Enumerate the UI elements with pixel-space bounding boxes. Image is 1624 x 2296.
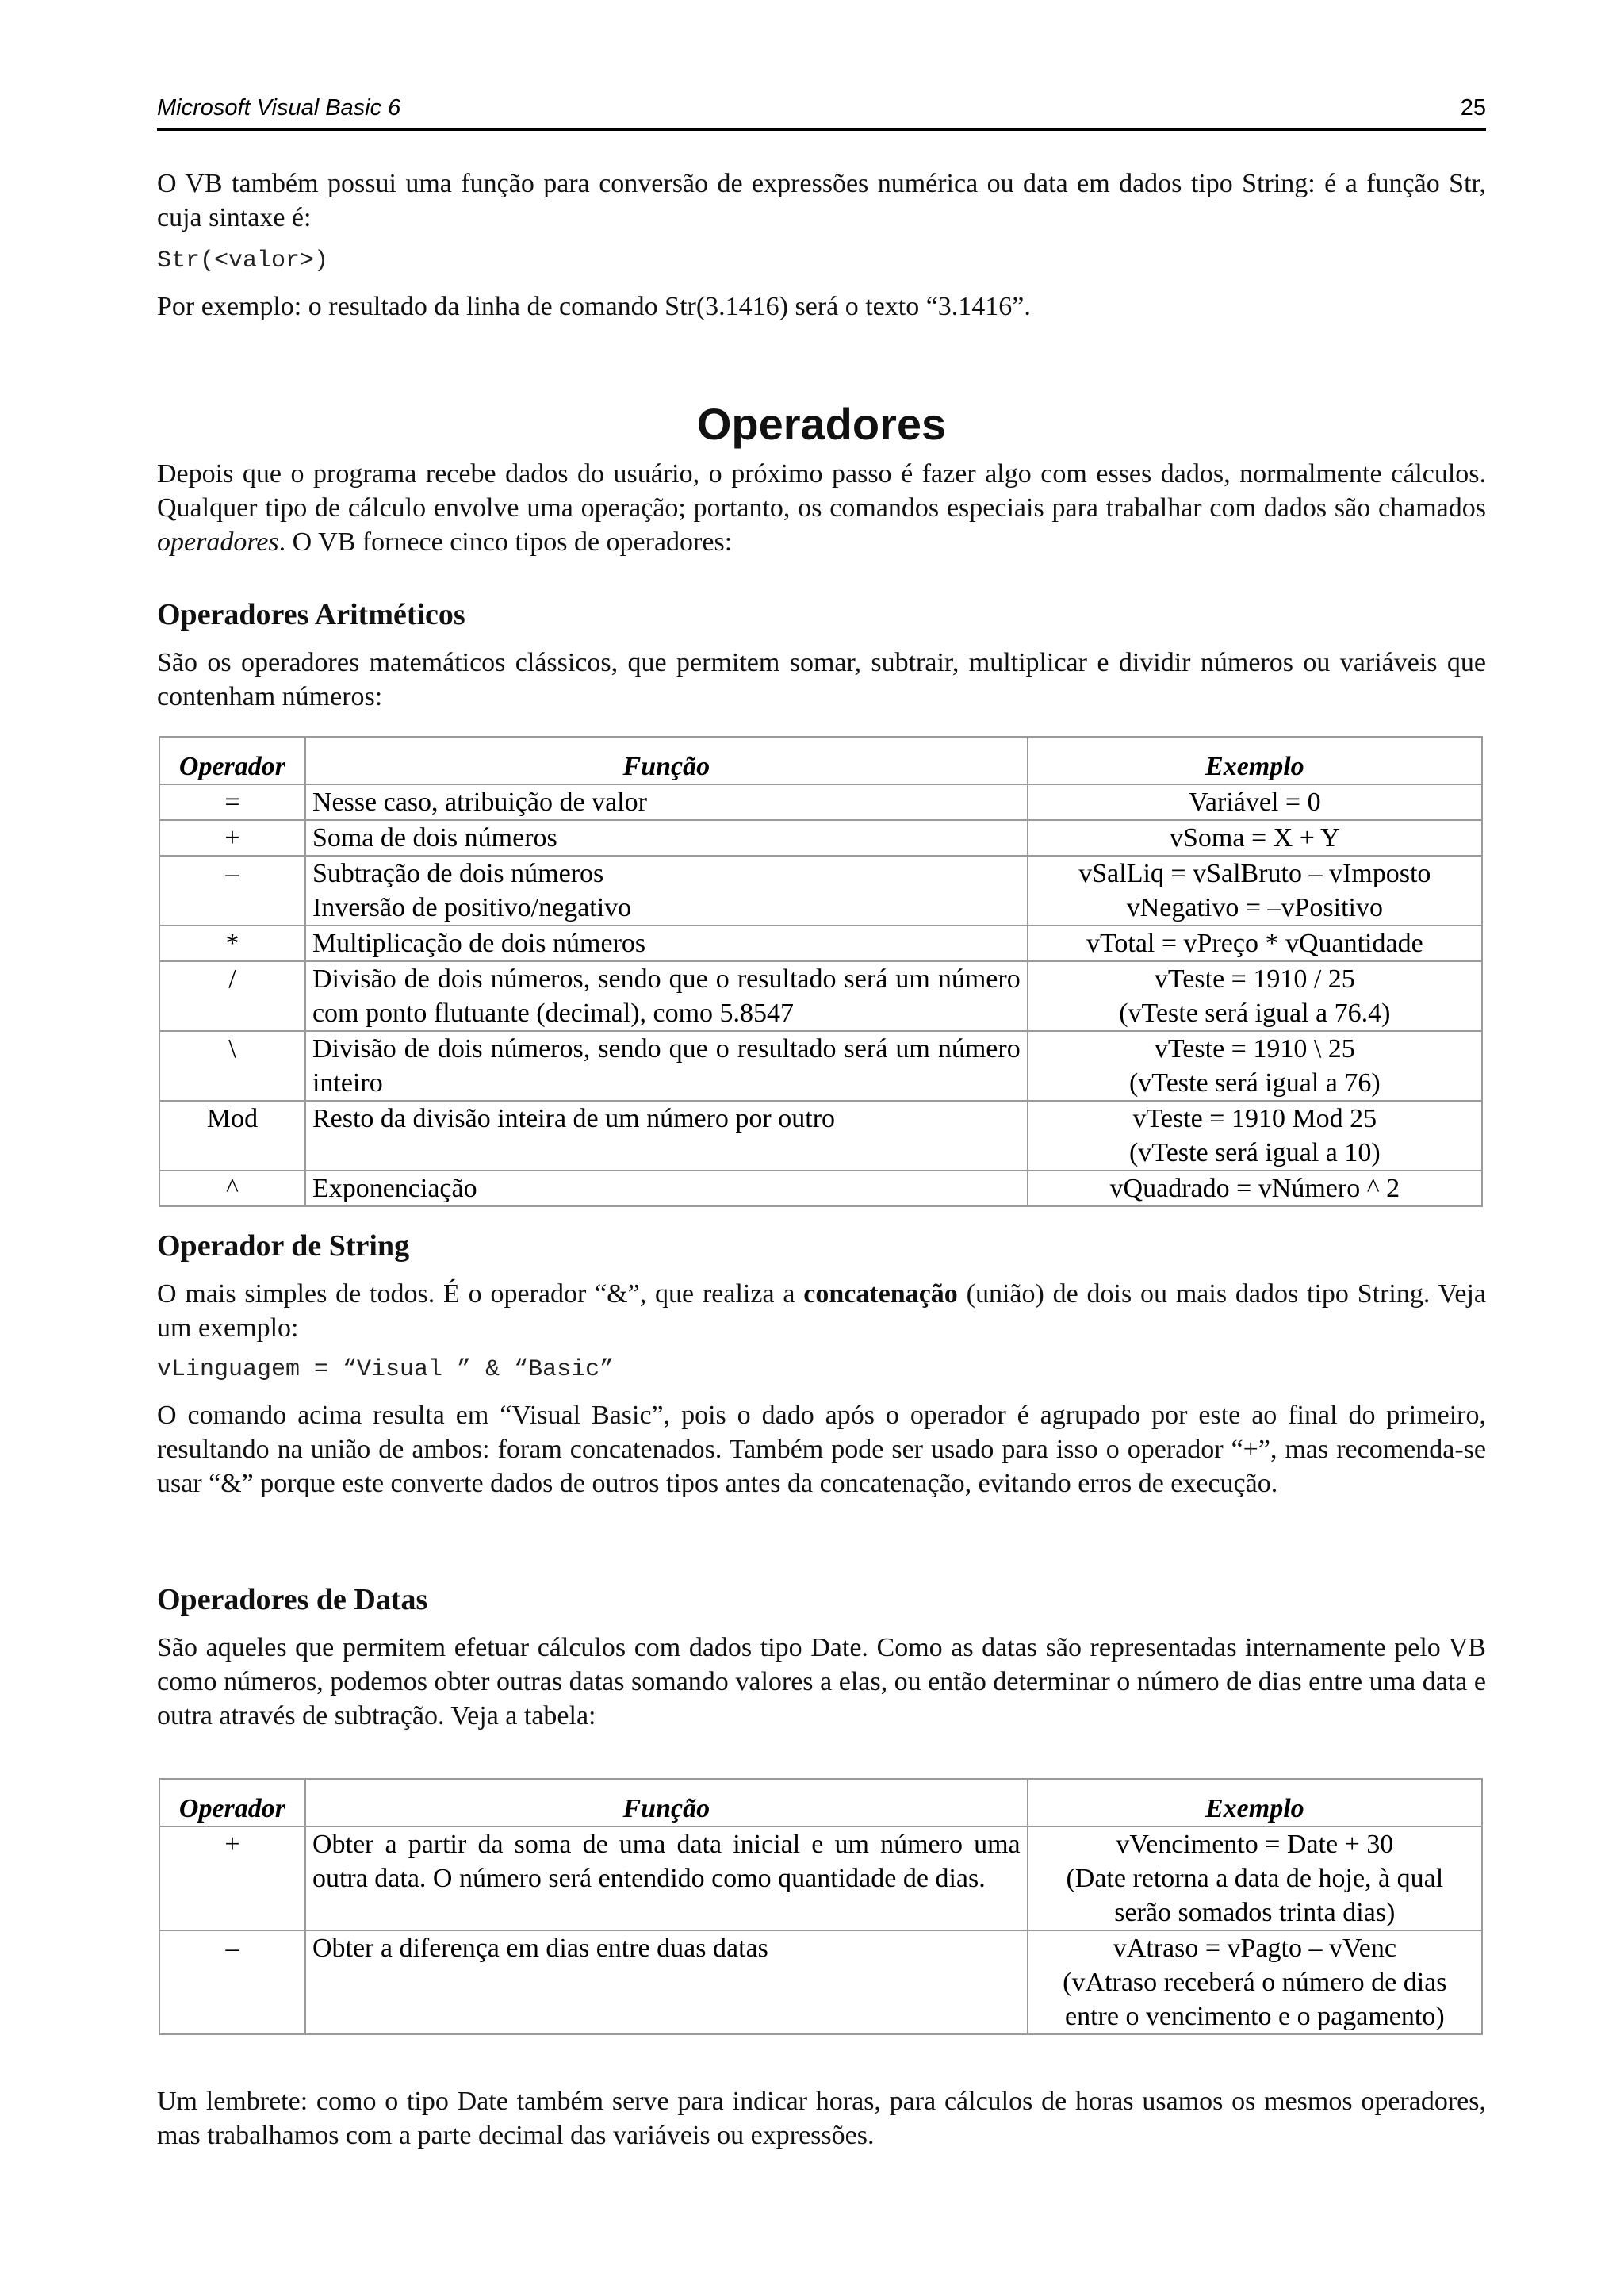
- operator-cell: +: [159, 820, 305, 856]
- example-line: Variável = 0: [1189, 788, 1321, 817]
- datas-table: [159, 1778, 1483, 2035]
- function-cell: [305, 820, 1028, 856]
- intro-paragraph: O VB também possui uma função para conversão de expressões numérica ou data em dados tipo String: é a função Str, cuja sintaxe é:: [157, 169, 1486, 232]
- operator-cell: =: [159, 784, 305, 820]
- code-concat: vLinguagem = “Visual ” & “Basic”: [157, 1356, 615, 1383]
- table-header-funcao: Função: [305, 737, 1028, 784]
- example-line: vTeste = 1910 Mod 25: [1132, 1104, 1377, 1133]
- function-line: Exponenciação: [312, 1174, 477, 1203]
- aritmeticos-heading: Operadores Aritméticos: [157, 598, 465, 631]
- example-cell: [1028, 784, 1482, 820]
- function-line: Soma de dois números: [312, 823, 557, 853]
- function-line: Nesse caso, atribuição de valor: [312, 788, 647, 817]
- function-line: Obter a diferença em dias entre duas datas: [312, 1934, 768, 1963]
- table-row: [159, 1171, 1482, 1206]
- function-line: Divisão de dois números, sendo que o resultado será um número com ponto flutuante (decimal), como 5.8547: [312, 964, 1021, 1028]
- table-header-operador: Operador: [159, 1779, 305, 1826]
- function-cell: [305, 961, 1028, 1031]
- operator-cell: *: [159, 926, 305, 961]
- example-cell: [1028, 1101, 1482, 1171]
- example-line: (Date retorna a data de hoje, à qual serão somados trinta dias): [1066, 1864, 1444, 1927]
- example-cell: [1028, 1171, 1482, 1206]
- lembrete-paragraph: Um lembrete: como o tipo Date também serve para indicar horas, para cálculos de horas usamos os mesmos operadores, mas trabalhamos com a parte decimal das variáveis ou expressões.: [157, 2087, 1486, 2150]
- table-row: [159, 856, 1482, 926]
- operator-cell: –: [159, 1930, 305, 2034]
- datas-paragraph: São aqueles que permitem efetuar cálculos com dados tipo Date. Como as datas são representadas internamente pelo VB como números, podemos obter outras datas somando valores a elas, ou então determinar o número de dias entre uma data e outra através de subtração. Veja a tabela:: [157, 1633, 1486, 1731]
- header-title: Microsoft Visual Basic 6: [157, 95, 401, 121]
- function-cell: [305, 926, 1028, 961]
- function-line: Subtração de dois números: [312, 859, 604, 888]
- operator-cell: \: [159, 1031, 305, 1101]
- intro-section: [157, 167, 1486, 324]
- example-cell: [1028, 820, 1482, 856]
- example-line: (vAtraso receberá o número de dias entre o vencimento e o pagamento): [1063, 1968, 1447, 2031]
- string-paragraph: O mais simples de todos. É o operador “&”, que realiza a concatenação (união) de dois ou mais dados tipo String. Veja um exemplo:: [157, 1279, 1486, 1343]
- operator-cell: Mod: [159, 1101, 305, 1171]
- example-cell: [1028, 1826, 1482, 1930]
- table-row: [159, 1101, 1482, 1171]
- example-cell: [1028, 926, 1482, 961]
- operadores-paragraph: Depois que o programa recebe dados do usuário, o próximo passo é fazer algo com esses dados, normalmente cálculos. Qualquer tipo de cálculo envolve uma operação; portanto, os comandos especiais para trabalhar com dados são chamados operadores. O VB fornece cinco tipos de operadores:: [157, 459, 1486, 557]
- table-row: [159, 1031, 1482, 1101]
- example-line: vSoma = X + Y: [1170, 823, 1340, 853]
- table-row: [159, 784, 1482, 820]
- table-header-funcao: Função: [305, 1779, 1028, 1826]
- example-line: vVencimento = Date + 30: [1116, 1830, 1394, 1859]
- table-row: [159, 926, 1482, 961]
- section-title: Operadores: [696, 399, 947, 449]
- aritmeticos-table: [159, 736, 1483, 1207]
- operator-cell: /: [159, 961, 305, 1031]
- aritmeticos-rows: [159, 784, 1482, 1206]
- table-header-exemplo: Exemplo: [1028, 737, 1482, 784]
- example-cell: [1028, 1031, 1482, 1101]
- example-cell: [1028, 1930, 1482, 2034]
- example-line: vAtraso = vPagto – vVenc: [1113, 1934, 1396, 1963]
- function-line: Resto da divisão inteira de um número por outro: [312, 1104, 836, 1133]
- string-explanation: O comando acima resulta em “Visual Basic”, pois o dado após o operador é agrupado por este ao final do primeiro, resultando na união de ambos: foram concatenados. Também pode ser usado para isso o operador “+”, mas recomenda-se usar “&” porque este converte dados de outros tipos antes da concatenação, evitando erros de execução.: [157, 1401, 1486, 1498]
- datas-heading: Operadores de Datas: [157, 1583, 428, 1616]
- datas-rows: [159, 1826, 1482, 2034]
- operator-cell: ^: [159, 1171, 305, 1206]
- example-line: (vTeste será igual a 76.4): [1119, 999, 1391, 1028]
- function-cell: [305, 1826, 1028, 1930]
- table-header-exemplo: Exemplo: [1028, 1779, 1482, 1826]
- page-header: [157, 94, 1486, 131]
- table-row: [159, 961, 1482, 1031]
- function-cell: [305, 1031, 1028, 1101]
- lembrete-section: [157, 2084, 1486, 2152]
- function-cell: [305, 856, 1028, 926]
- table-header-operador: Operador: [159, 737, 305, 784]
- example-line: vTeste = 1910 / 25: [1154, 964, 1355, 994]
- example-cell: [1028, 961, 1482, 1031]
- function-cell: [305, 784, 1028, 820]
- operator-cell: –: [159, 856, 305, 926]
- example-line: (vTeste será igual a 76): [1128, 1068, 1381, 1098]
- table-row: [159, 1930, 1482, 2034]
- function-cell: [305, 1930, 1028, 2034]
- aritmeticos-paragraph: São os operadores matemáticos clássicos, que permitem somar, subtrair, multiplicar e dividir números ou variáveis que contenham números:: [157, 648, 1486, 711]
- function-cell: [305, 1171, 1028, 1206]
- function-cell: [305, 1101, 1028, 1171]
- string-heading: Operador de String: [157, 1229, 410, 1263]
- example-line: vTotal = vPreço * vQuantidade: [1086, 929, 1423, 958]
- code-str: Str(<valor>): [157, 247, 329, 274]
- example-cell: [1028, 856, 1482, 926]
- page-number: 25: [1460, 95, 1486, 121]
- example-line: vNegativo = –vPositivo: [1126, 893, 1383, 922]
- example-line: vSalLiq = vSalBruto – vImposto: [1078, 859, 1431, 888]
- function-line: Obter a partir da soma de uma data inicial e um número uma outra data. O número será entendido como quantidade de dias.: [312, 1830, 1021, 1893]
- table-row: [159, 820, 1482, 856]
- string-section: [157, 1228, 1486, 1501]
- example-line: vQuadrado = vNúmero ^ 2: [1109, 1174, 1400, 1203]
- operator-cell: +: [159, 1826, 305, 1930]
- example-line: (vTeste será igual a 10): [1128, 1138, 1381, 1167]
- function-line: Divisão de dois números, sendo que o resultado será um número inteiro: [312, 1034, 1021, 1098]
- datas-section: [157, 1581, 1486, 1733]
- example-line: vTeste = 1910 \ 25: [1154, 1034, 1355, 1064]
- aritmeticos-section: [157, 596, 1486, 714]
- operadores-section: [157, 397, 1486, 559]
- function-line: Inversão de positivo/negativo: [312, 893, 632, 922]
- table-row: [159, 1826, 1482, 1930]
- function-line: Multiplicação de dois números: [312, 929, 646, 958]
- intro-example: Por exemplo: o resultado da linha de comando Str(3.1416) será o texto “3.1416”.: [157, 292, 1031, 321]
